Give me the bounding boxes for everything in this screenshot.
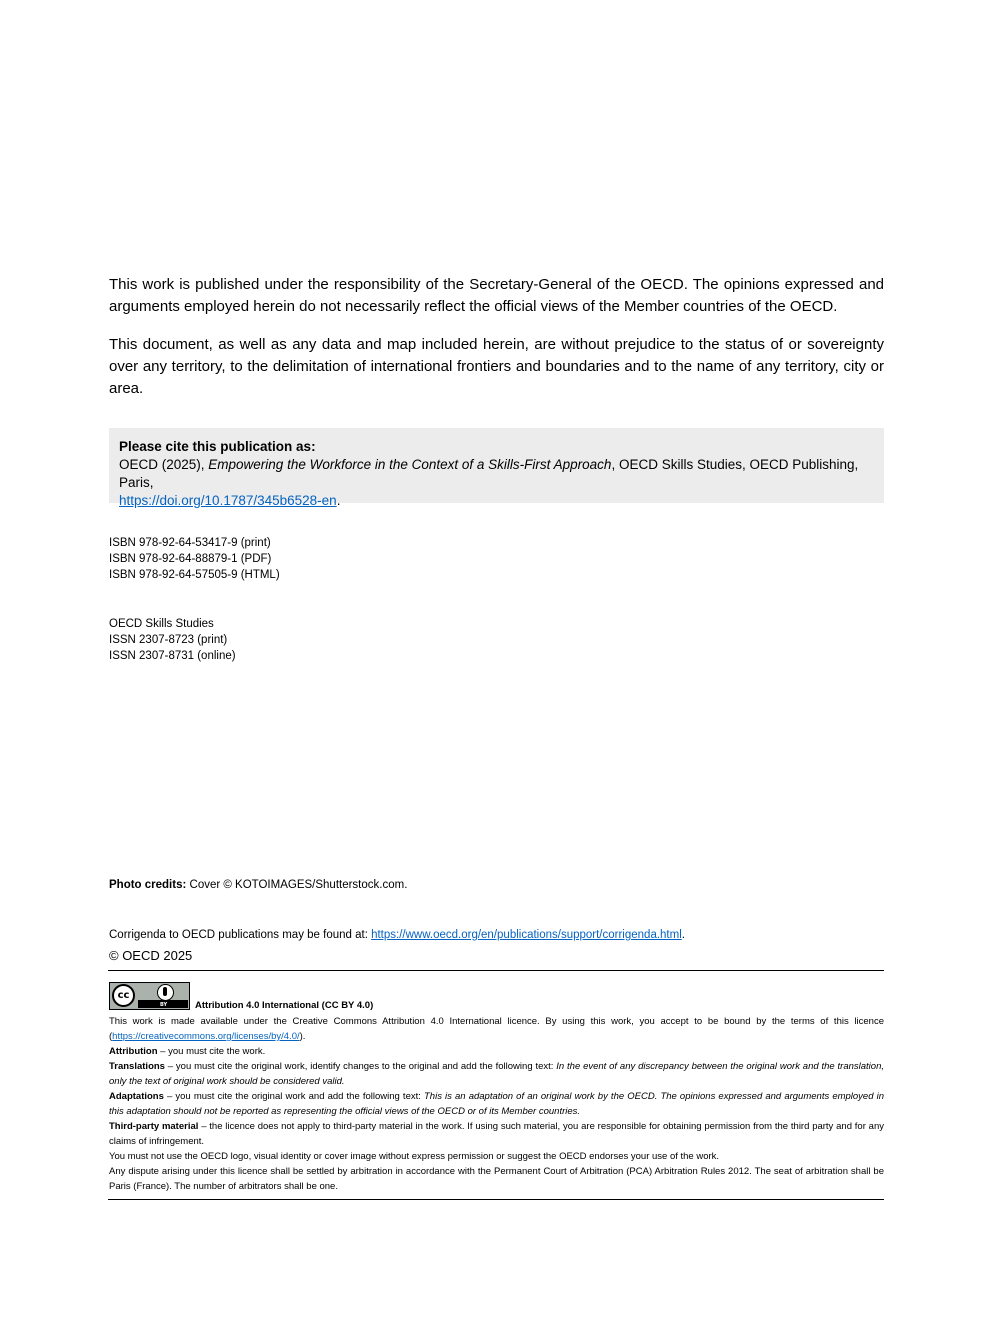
citation-end: . [336, 493, 341, 508]
attribution-text: – you must cite the work. [157, 1046, 266, 1057]
isbn-pdf: ISBN 978-92-64-88879-1 (PDF) [109, 553, 272, 565]
divider-top [108, 970, 884, 971]
isbn-print: ISBN 978-92-64-53417-9 (print) [109, 537, 271, 549]
licence-translations [109, 1059, 884, 1089]
issn-print: ISSN 2307-8723 (print) [109, 634, 228, 646]
by-label: BY [160, 1002, 168, 1008]
citation-prefix: OECD (2025), [119, 457, 209, 472]
citation-doi-link[interactable]: https://doi.org/10.1787/345b6528-en [119, 493, 337, 508]
cc-icon: cc [112, 984, 135, 1007]
licence-intro [109, 1014, 884, 1044]
third-party-text: – the licence does not apply to third-party material in the work. If using such material, you are responsible for obtaining permission from the third party and for any claims of infringement. [109, 1121, 884, 1147]
translations-text: – you must cite the original work, identify changes to the original and add the following text: [164, 1061, 557, 1072]
disclaimer-paragraph-responsibility: This work is published under the responsibility of the Secretary-General of the OECD. The opinions expressed and arguments employed herein do not necessarily reflect the official views of the Member countries of the OECD. [109, 276, 884, 315]
photo-credits-text: Cover © KOTOIMAGES/Shutterstock.com. [186, 879, 408, 891]
divider-bottom [108, 1199, 884, 1200]
licence-url-link[interactable]: https://creativecommons.org/licenses/by/4.0/ [112, 1031, 300, 1042]
attribution-person-icon [157, 984, 174, 1001]
licence-intro-text: This work is made available under the Creative Commons Attribution 4.0 International licence. By using this work, you accept to be bound by the terms of this licence ( [109, 1016, 884, 1042]
licence-logo-notice: You must not use the OECD logo, visual identity or cover image without express permission or suggest the OECD endorses your use of the work. [109, 1151, 720, 1162]
third-party-label: Third-party material [109, 1121, 199, 1132]
licence-title: Attribution 4.0 International (CC BY 4.0) [195, 1000, 374, 1011]
attribution-label: Attribution [109, 1046, 158, 1057]
licence-attribution [109, 1044, 884, 1059]
photo-credits [109, 877, 407, 893]
adaptations-label: Adaptations [109, 1091, 164, 1102]
corrigenda-link[interactable]: https://www.oecd.org/en/publications/support/corrigenda.html [371, 929, 682, 941]
licence-dispute: Any dispute arising under this licence shall be settled by arbitration in accordance with the Permanent Court of Arbitration (PCA) Arbitration Rules 2012. The seat of arbitration shall be Paris (France). The number of arbitrators shall be one. [109, 1166, 884, 1192]
citation-title: Empowering the Workforce in the Context of a Skills-First Approach [208, 457, 612, 472]
corrigenda-text: Corrigenda to OECD publications may be found at: [109, 929, 372, 941]
licence-intro-end: ). [299, 1031, 306, 1042]
issn-online: ISSN 2307-8731 (online) [109, 650, 236, 662]
translations-label: Translations [109, 1061, 165, 1072]
cc-by-logo [109, 982, 190, 1010]
citation-heading: Please cite this publication as: [119, 439, 316, 454]
isbn-list [109, 535, 280, 583]
series-name: OECD Skills Studies [109, 618, 214, 630]
corrigenda-note [109, 927, 685, 943]
adaptations-text: – you must cite the original work and add the following text: [163, 1091, 424, 1102]
licence-third-party [109, 1119, 884, 1149]
licence-terms [109, 1014, 884, 1194]
isbn-html: ISBN 978-92-64-57505-9 (HTML) [109, 569, 280, 581]
disclaimer-paragraph-territory: This document, as well as any data and map included herein, are without prejudice to the status of or sovereignty over any territory, to the delimitation of international frontiers and boundaries and to the name of any territory, city or area. [109, 336, 884, 397]
copyright-notice: © OECD 2025 [109, 948, 193, 963]
translations-italic: In the event of any discrepancy between the original work and the translation, only the text of original work should be considered valid. [109, 1061, 884, 1087]
photo-credits-label: Photo credits: [109, 879, 187, 891]
series-info [109, 616, 236, 664]
licence-adaptations [109, 1089, 884, 1119]
citation-box [109, 428, 884, 508]
corrigenda-end: . [681, 929, 685, 941]
citation-suffix: , OECD Skills Studies, OECD Publishing, Paris, [119, 457, 859, 490]
adaptations-italic: This is an adaptation of an original work by the OECD. The opinions expressed and arguments employed in this adaptation should not be reported as representing the official views of the OECD or of its Member countries. [109, 1091, 885, 1117]
